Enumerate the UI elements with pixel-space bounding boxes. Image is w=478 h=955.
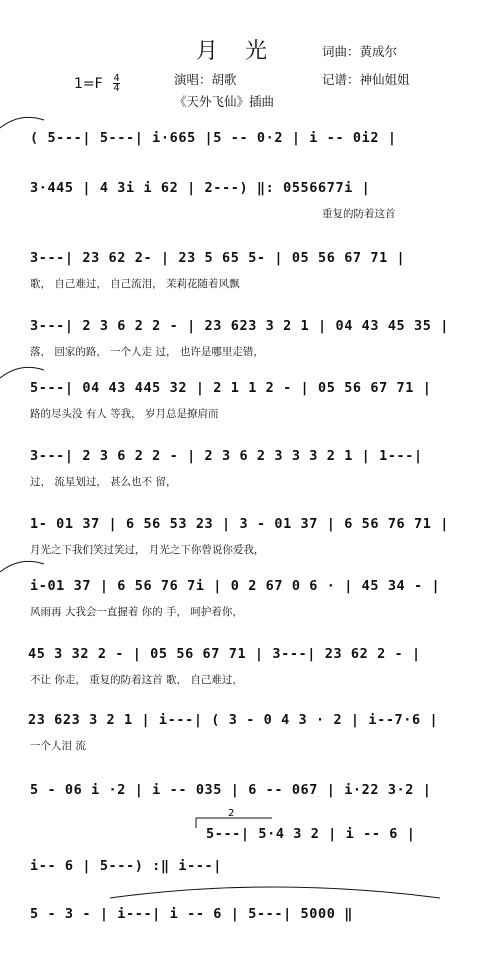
score-line-lyrics: 路的尽头没 有人 等我， 岁月总是撩肩而 — [30, 408, 219, 420]
score-line-notes: ( 5---| 5---| i·665 |5 -- 0·2 | i -- 0i2 | — [30, 130, 397, 146]
score-line-lyrics: 重复的防着这首 — [322, 208, 396, 220]
score-line-notes: i-- 6 | 5---) :‖ i---| — [30, 858, 223, 874]
page-title: 月 光 — [196, 39, 277, 64]
key-signature: 1=F — [74, 76, 103, 92]
lyricist-composer: 词曲：黄成尔 — [322, 44, 398, 59]
score-line-lyrics: 落， 回家的路， 一个人走 过， 也许是哪里走错， — [30, 346, 264, 358]
slur-mark — [110, 887, 440, 898]
score-line-notes: 45 3 32 2 - | 05 56 67 71 | 3---| 23 62 2 - | — [28, 646, 421, 662]
score-line-notes: 3---| 23 62 2- | 23 5 65 5- | 05 56 67 71 | — [30, 250, 406, 266]
score-line-notes: 23 623 3 2 1 | i---| ( 3 - 0 4 3 · 2 | i--7·6 | — [28, 712, 439, 728]
score-line-lyrics: 一个人泪 流 — [30, 740, 86, 752]
singer: 演唱：胡歌 — [174, 72, 237, 87]
time-top: 4 — [113, 73, 120, 84]
score-line-notes: 1- 01 37 | 6 56 53 23 | 3 - 01 37 | 6 56 76 71 | — [30, 516, 449, 532]
score-line-notes: i-01 37 | 6 56 76 7i | 0 2 67 0 6 · | 45 34 - | — [30, 578, 441, 594]
score-line-notes: 5 - 06 i ·2 | i -- 035 | 6 -- 067 | i·22 3·2 | — [30, 782, 432, 798]
score-line-lyrics: 月光之下我们笑过笑过， 月光之下你曾说你爱我， — [30, 544, 265, 556]
score-line-lyrics: 风雨再 大我会一直握着 你的 手， 呵护着你， — [30, 606, 243, 618]
slur-mark — [0, 367, 44, 378]
transcriber: 记谱：神仙姐姐 — [322, 72, 410, 87]
score-line-lyrics: 歌， 自己难过， 自己流泪， 茉莉花随着风飘 — [30, 278, 240, 290]
slur-mark — [0, 561, 44, 572]
time-bottom: 4 — [113, 83, 120, 94]
score-line-lyrics: 过， 流星划过， 甚么也不 留， — [30, 476, 177, 488]
score-line-notes: 3---| 2 3 6 2 2 - | 2 3 6 2 3 3 3 2 1 | 1---| — [30, 448, 423, 464]
score-line-notes: 5---| 5·4 3 2 | i -- 6 | — [206, 826, 416, 842]
score-line-lyrics: 不让 你走， 重复的防着这首 歌， 自己难过， — [30, 674, 243, 686]
score-line-notes: 3·445 | 4 3i i 62 | 2---) ‖: 0556677i | — [30, 180, 371, 196]
score-line-notes: 5---| 04 43 445 32 | 2 1 1 2 - | 05 56 67 71 | — [30, 380, 432, 396]
volta-number: 2 — [228, 808, 235, 819]
score-line-notes: 5 - 3 - | i---| i -- 6 | 5---| 5000 ‖ — [30, 906, 353, 922]
subtitle: 《天外飞仙》插曲 — [174, 94, 275, 109]
score-line-notes: 3---| 2 3 6 2 2 - | 23 623 3 2 1 | 04 43 45 35 | — [30, 318, 449, 334]
slur-mark — [0, 117, 44, 128]
